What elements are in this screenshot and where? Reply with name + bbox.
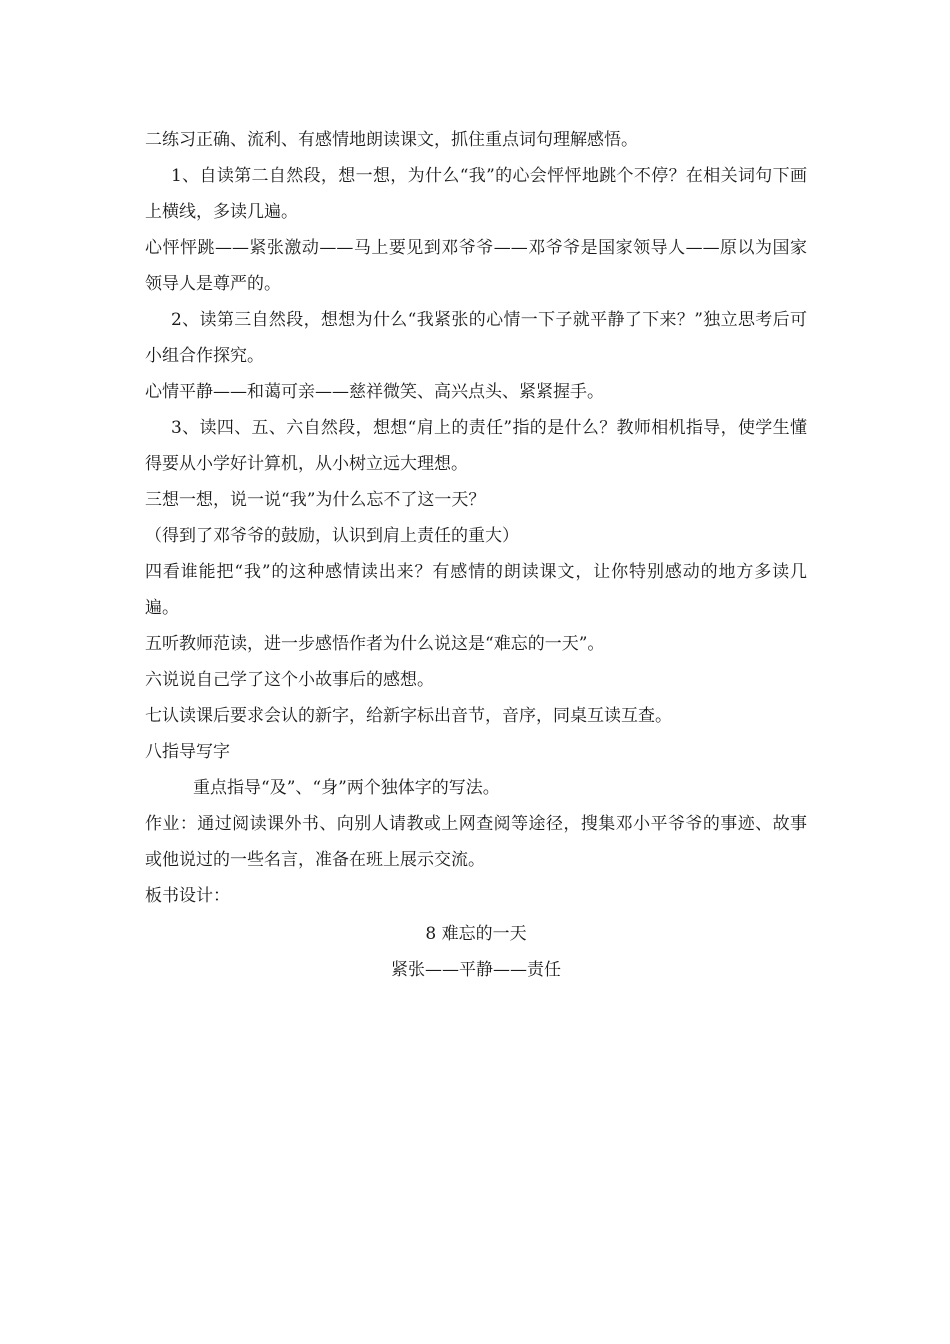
section-three-answer: （得到了邓爷爷的鼓励，认识到肩上责任的重大） — [145, 526, 519, 546]
section-seven-text: 七认读课后要求会认的新字，给新字标出音节，音序，同桌互读互查。 — [145, 706, 672, 726]
section-four-text: 四看谁能把“我”的这种感情读出来？有感情的朗读课文，让你特别感动的地方多读几遍。 — [145, 562, 807, 618]
board-design-label: 板书设计： — [145, 886, 230, 906]
step-two-analysis: 心情平静——和蔼可亲——慈祥微笑、高兴点头、紧紧握手。 — [145, 382, 604, 402]
board-design — [145, 916, 807, 988]
section-two-heading: 二练习正确、流利、有感情地朗读课文，抓住重点词句理解感悟。 — [145, 130, 638, 150]
section-six-text: 六说说自己学了这个小故事后的感想。 — [145, 670, 434, 690]
step-one-text: 1、自读第二自然段，想一想，为什么“我”的心会怦怦地跳个不停？在相关词句下画上横线，多读几遍。 — [145, 166, 807, 222]
section-eight-heading: 八指导写字 — [145, 742, 230, 762]
board-line: 紧张——平静——责任 — [391, 960, 561, 980]
board-title: 8 难忘的一天 — [425, 924, 527, 944]
writing-guidance-text: 重点指导“及”、“身”两个独体字的写法。 — [193, 778, 500, 798]
homework-text: 作业：通过阅读课外书、向别人请教或上网查阅等途径，搜集邓小平爷爷的事迹、故事或他说过的一些名言，准备在班上展示交流。 — [145, 814, 807, 870]
section-three-heading: 三想一想，说一说“我”为什么忘不了这一天？ — [145, 490, 486, 510]
step-three-text: 3、读四、五、六自然段，想想“肩上的责任”指的是什么？教师相机指导，使学生懂得要从小学好计算机，从小树立远大理想。 — [145, 418, 807, 474]
step-two-text: 2、读第三自然段，想想为什么“我紧张的心情一下子就平静了下来？”独立思考后可小组合作探究。 — [145, 310, 807, 366]
step-one-analysis: 心怦怦跳——紧张激动——马上要见到邓爷爷——邓爷爷是国家领导人——原以为国家领导人是尊严的。 — [145, 238, 807, 294]
document-page — [145, 122, 807, 988]
section-five-text: 五听教师范读，进一步感悟作者为什么说这是“难忘的一天”。 — [145, 634, 605, 654]
